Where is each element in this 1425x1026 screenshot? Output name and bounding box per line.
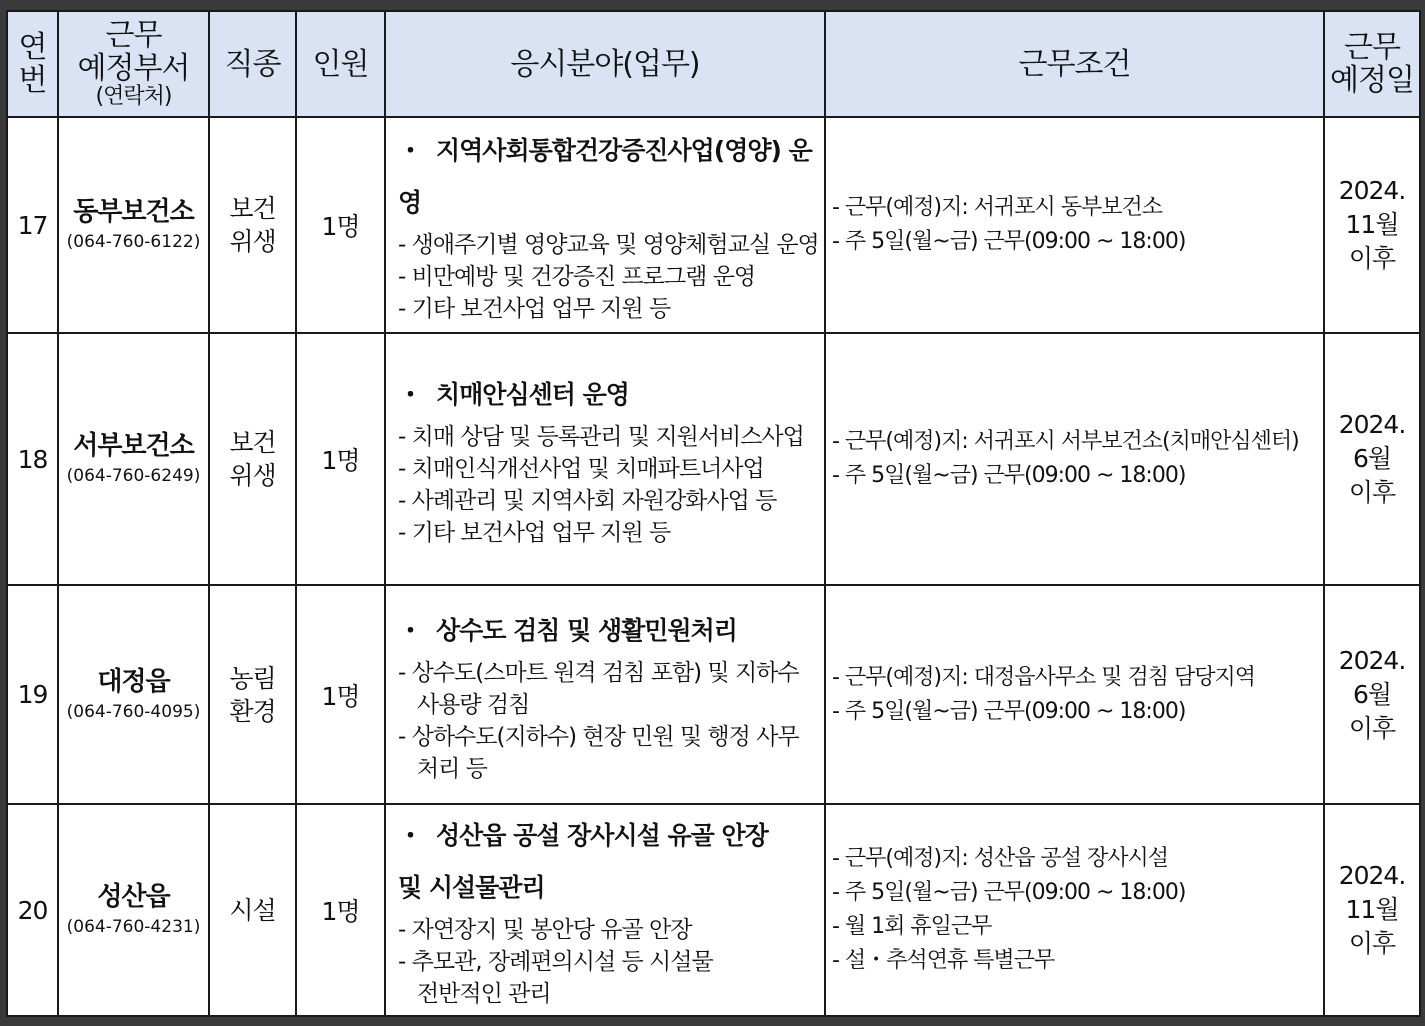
duty-item: - 비만예방 및 건강증진 프로그램 운영	[398, 264, 756, 290]
start-date-line: 2024.	[1338, 645, 1406, 675]
duty-title	[398, 810, 818, 862]
conditions-cell	[825, 585, 1324, 804]
duty-cell	[385, 117, 825, 333]
dept-cell	[58, 804, 209, 1016]
header-date-line2: 예정일	[1330, 63, 1414, 98]
duty-item: - 사례관리 및 지역사회 자원강화사업 등	[398, 488, 777, 514]
bullet-icon: ・	[398, 136, 423, 165]
header-dept-line2: 예정부서	[77, 51, 190, 86]
duty-item: - 기타 보건사업 업무 지원 등	[398, 296, 671, 322]
header-job-type: 직종	[209, 11, 296, 117]
duty-item: - 자연장지 및 봉안당 유골 안장	[398, 917, 692, 943]
dept-phone: (064-760-4095)	[66, 701, 201, 722]
header-dept	[58, 11, 209, 117]
duty-item: - 치매 상담 및 등록관리 및 지원서비스사업	[398, 424, 804, 450]
duty-cell	[385, 804, 825, 1016]
start-date-cell	[1324, 585, 1420, 804]
duty-item: - 치매인식개선사업 및 치매파트너사업	[398, 456, 764, 482]
start-date-line: 11월	[1345, 210, 1399, 239]
table-row	[7, 117, 1420, 333]
bullet-icon: ・	[398, 615, 423, 645]
condition-item: - 주 5일(월~금) 근무(09:00 ~ 18:00)	[832, 698, 1186, 724]
dept-phone: (064-760-6249)	[66, 466, 201, 486]
duty-title	[398, 125, 818, 229]
duty-title-text: 치매안심센터 운영	[436, 380, 629, 409]
condition-item: - 주 5일(월~금) 근무(09:00 ~ 18:00)	[832, 463, 1186, 488]
header-no	[7, 11, 58, 117]
duty-title	[398, 605, 818, 657]
headcount-cell: 1명	[296, 333, 385, 585]
header-field: 응시분야(업무)	[385, 11, 825, 117]
header-date	[1324, 11, 1420, 117]
bullet-icon: ・	[398, 380, 423, 409]
row-number: 17	[7, 117, 58, 333]
job-type-line: 농림	[229, 663, 276, 693]
table-row	[7, 333, 1420, 585]
job-type-cell	[209, 585, 296, 804]
condition-item: - 설・추석연휴 특별근무	[832, 948, 1055, 973]
condition-item: - 주 5일(월~금) 근무(09:00 ~ 18:00)	[832, 229, 1186, 254]
start-date-line: 이후	[1348, 929, 1396, 958]
duty-item: - 상수도(스마트 원격 검침 포함) 및 지하수	[398, 659, 799, 686]
dept-name: 동부보건소	[73, 197, 194, 227]
header-dept-line1: 근무	[105, 18, 162, 53]
start-date-line: 2024.	[1338, 861, 1406, 890]
header-row	[7, 11, 1420, 117]
job-type-line: 위생	[229, 227, 276, 256]
conditions-cell	[825, 333, 1324, 585]
dept-cell	[58, 117, 209, 333]
conditions-cell	[825, 117, 1324, 333]
duty-item: - 추모관, 장례편의시설 등 시설물	[398, 949, 713, 975]
dept-name: 대정읍	[97, 666, 170, 697]
header-date-line1: 근무	[1344, 30, 1400, 65]
job-type-line: 환경	[229, 696, 276, 726]
start-date-cell	[1324, 804, 1420, 1016]
condition-item: - 근무(예정)지: 성산읍 공설 장사시설	[832, 846, 1169, 871]
duty-title-text: 상수도 검침 및 생활민원처리	[436, 615, 737, 645]
duty-title-text: 성산읍 공설 장사시설 유골 안장	[436, 821, 768, 850]
duty-title-text: 지역사회통합건강증진사업(영양) 운영	[398, 136, 812, 217]
header-conditions: 근무조건	[825, 11, 1324, 117]
duty-item: 전반적인 관리	[398, 981, 551, 1007]
condition-item: - 근무(예정)지: 서귀포시 서부보건소(치매안심센터)	[832, 429, 1299, 454]
start-date-line: 이후	[1348, 244, 1396, 273]
condition-item: - 월 1회 휴일근무	[832, 914, 992, 939]
duty-title	[398, 862, 818, 914]
row-number: 19	[7, 585, 58, 804]
duty-item: 처리 등	[398, 755, 487, 782]
dept-name: 서부보건소	[73, 431, 194, 461]
start-date-line: 11월	[1345, 895, 1399, 924]
header-no-line1: 연	[18, 30, 47, 65]
dept-cell	[58, 333, 209, 585]
job-type-line: 보건	[229, 194, 276, 223]
duty-title-text: 및 시설물관리	[398, 873, 545, 902]
dept-name: 성산읍	[97, 882, 170, 912]
condition-item: - 근무(예정)지: 대정읍사무소 및 검침 담당지역	[832, 664, 1256, 690]
header-dept-line3: (연락처)	[95, 84, 172, 109]
start-date-line: 이후	[1348, 713, 1396, 743]
condition-item: - 근무(예정)지: 서귀포시 동부보건소	[832, 195, 1163, 220]
start-date-cell	[1324, 117, 1420, 333]
duty-item: - 생애주기별 영양교육 및 영양체험교실 운영	[398, 232, 819, 258]
start-date-line: 2024.	[1338, 410, 1406, 439]
row-number: 18	[7, 333, 58, 585]
duty-title	[398, 369, 818, 421]
recruitment-table	[6, 10, 1421, 1017]
dept-cell	[58, 585, 209, 804]
job-type-cell	[209, 333, 296, 585]
headcount-cell: 1명	[296, 117, 385, 333]
start-date-line: 2024.	[1338, 176, 1406, 205]
header-headcount: 인원	[296, 11, 385, 117]
duty-cell	[385, 333, 825, 585]
table-row	[7, 585, 1420, 804]
duty-item: - 기타 보건사업 업무 지원 등	[398, 520, 671, 546]
duty-item: 사용량 검침	[398, 691, 530, 718]
job-type-line: 위생	[229, 461, 276, 490]
dept-phone: (064-760-6122)	[66, 232, 201, 252]
headcount-cell: 1명	[296, 585, 385, 804]
start-date-line: 6월	[1352, 444, 1392, 473]
job-type-line: 보건	[229, 428, 276, 457]
row-number: 20	[7, 804, 58, 1016]
duty-cell	[385, 585, 825, 804]
dept-phone: (064-760-4231)	[66, 917, 201, 937]
table-row	[7, 804, 1420, 1016]
start-date-line: 이후	[1348, 478, 1396, 507]
header-no-line2: 번	[18, 63, 47, 98]
duty-item: - 상하수도(지하수) 현장 민원 및 행정 사무	[398, 723, 799, 750]
start-date-cell	[1324, 333, 1420, 585]
conditions-cell	[825, 804, 1324, 1016]
condition-item: - 주 5일(월~금) 근무(09:00 ~ 18:00)	[832, 880, 1186, 905]
bullet-icon: ・	[398, 821, 423, 850]
headcount-cell: 1명	[296, 804, 385, 1016]
job-type-cell	[209, 804, 296, 1016]
start-date-line: 6월	[1352, 679, 1392, 709]
job-type-line: 시설	[229, 895, 276, 925]
job-type-cell	[209, 117, 296, 333]
